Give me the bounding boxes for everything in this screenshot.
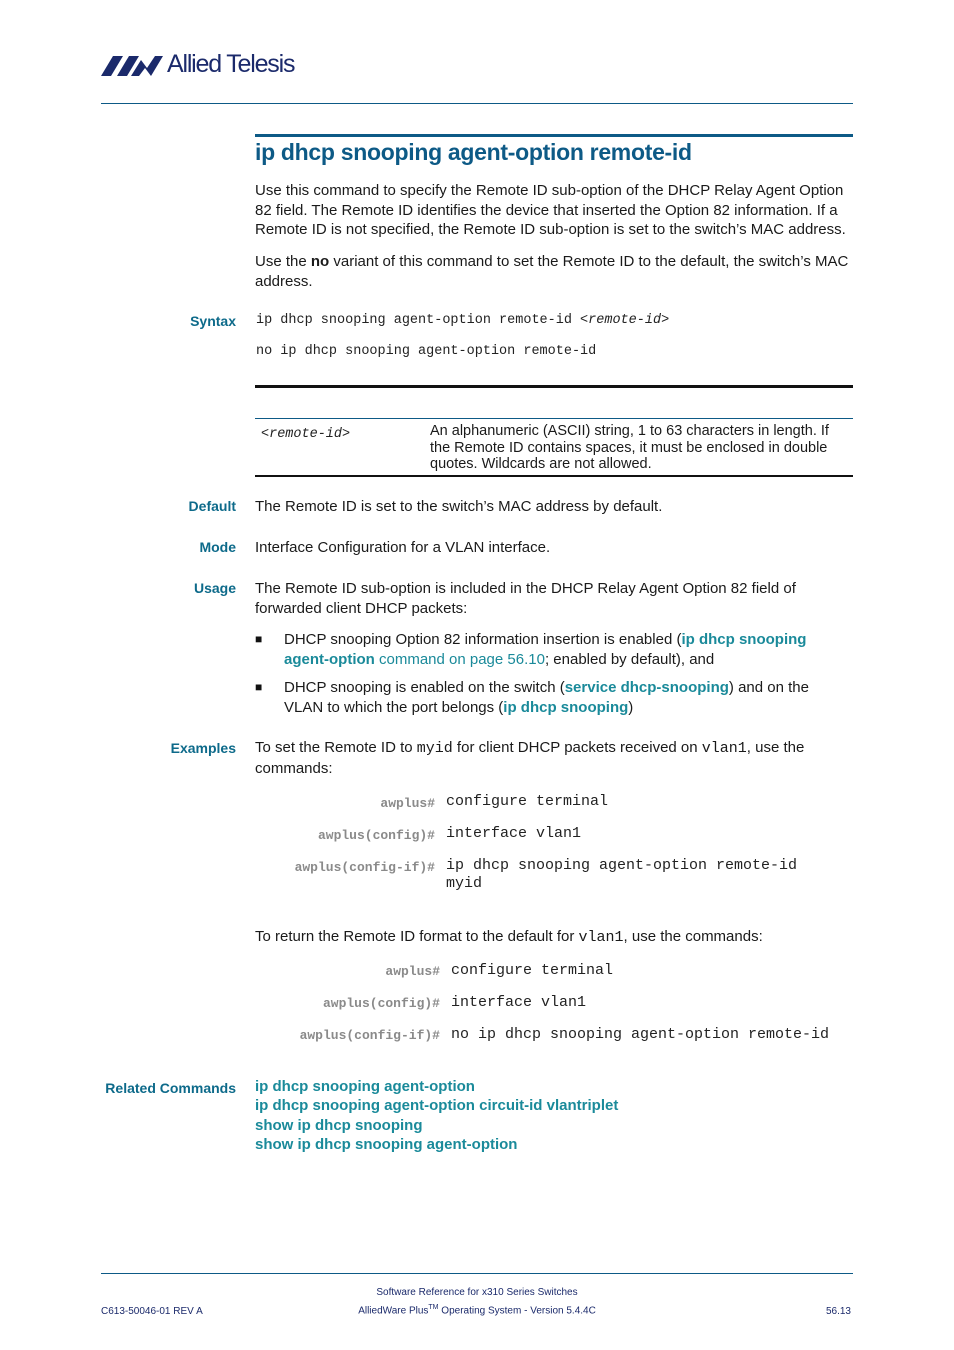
set2-prompt-3: awplus(config-if)# — [299, 1028, 440, 1043]
b2-post: ) — [628, 698, 634, 716]
e2-code-vlan1: vlan1 — [578, 929, 624, 946]
usage-label: Usage — [193, 580, 236, 596]
allied-telesis-mark-icon — [101, 52, 165, 78]
set2-cmd-2: interface vlan1 — [451, 994, 587, 1011]
set1-prompt-1: awplus# — [380, 796, 435, 811]
bullet-1-symbol: ■ — [255, 632, 263, 646]
set1-cmd-2: interface vlan1 — [446, 825, 582, 842]
related-link-2[interactable]: ip dhcp snooping agent-option circuit-id vlantriplet — [255, 1097, 619, 1114]
table-header-rule — [255, 418, 853, 419]
link-ip-dhcp-snooping-agent-option[interactable]: ip dhcp snooping agent-option — [284, 631, 807, 668]
footer-tm: TM — [428, 1304, 439, 1311]
b1-post: ; enabled by default), and — [544, 650, 715, 668]
set2-cmd-1: configure terminal — [451, 962, 614, 979]
usage-bullet-2 — [284, 678, 850, 717]
usage-text: The Remote ID sub-option is included in the DHCP Relay Agent Option 82 field of forwarded client DHCP packets: — [255, 580, 796, 617]
set1-cmd-1: configure terminal — [446, 793, 609, 810]
mode-label: Mode — [199, 539, 236, 555]
footer-title: Software Reference for x310 Series Switches — [376, 1287, 578, 1298]
title-rule — [255, 134, 853, 137]
bullet-2-symbol: ■ — [255, 680, 263, 694]
related-link-4[interactable]: show ip dhcp snooping agent-option — [255, 1136, 518, 1153]
table-bottom-rule — [255, 475, 853, 477]
header-rule — [101, 103, 853, 104]
e2-pre: To return the Remote ID format to the default for — [255, 928, 579, 945]
related-link-1[interactable]: ip dhcp snooping agent-option — [255, 1078, 475, 1095]
set2-prompt-1: awplus# — [385, 964, 440, 979]
e2-post: , use the commands: — [623, 928, 763, 945]
intro-p2-bold: no — [310, 253, 330, 270]
intro-p2-pre: Use the — [255, 253, 311, 270]
company-logo — [101, 50, 301, 80]
example-1-text — [255, 738, 853, 778]
default-label: Default — [188, 498, 236, 514]
footer-os-post: Operating System - Version 5.4.4C — [438, 1305, 596, 1317]
intro-p2-post: variant of this command to set the Remote ID to the default, the switch’s MAC address. — [255, 253, 849, 290]
b2-pre: DHCP snooping is enabled on the switch ( — [284, 679, 565, 696]
logo-text: Allied Telesis — [167, 50, 295, 78]
set2-cmd-3: no ip dhcp snooping agent-option remote-id — [451, 1026, 830, 1043]
e1-code-myid: myid — [416, 740, 453, 757]
link-ip-dhcp-snooping[interactable]: ip dhcp snooping — [503, 698, 629, 716]
set1-prompt-2: awplus(config)# — [317, 828, 435, 843]
set1-cmd-3-cont: myid — [446, 875, 483, 892]
syntax-label: Syntax — [190, 313, 236, 329]
intro-paragraph-1: Use this command to specify the Remote ID sub-option of the DHCP Relay Agent Option 82 field. The Remote ID identifies the device that inserted the Option 82 information. If a Remote ID is not specified, the Remote ID sub-option is set to the switch’s MAC address. — [255, 182, 846, 238]
e1-pre: To set the Remote ID to — [255, 739, 417, 756]
syntax-line-1 — [256, 313, 669, 328]
intro-paragraph-2 — [255, 252, 853, 291]
syntax-line1-param: remote-id — [588, 313, 662, 328]
syntax-line1-post: > — [661, 313, 670, 328]
param-name: <remote-id> — [261, 427, 351, 442]
b2-mid: ) and on the VLAN to which the port belongs ( — [284, 679, 809, 716]
e1-post: , use the commands: — [255, 739, 805, 777]
e1-code-vlan1: vlan1 — [701, 740, 747, 757]
syntax-line1-pre: ip dhcp snooping agent-option remote-id < — [256, 313, 589, 328]
e1-mid: for client DHCP packets received on — [452, 739, 702, 756]
page-title: ip dhcp snooping agent-option remote-id — [255, 139, 692, 165]
footer-doc-id: C613-50046-01 REV A — [101, 1306, 203, 1317]
set1-prompt-3: awplus(config-if)# — [294, 860, 435, 875]
param-description: An alphanumeric (ASCII) string, 1 to 63 characters in length. If the Remote ID contains spaces, it must be enclosed in double quotes. Wildcards are not allowed. — [430, 423, 829, 472]
related-commands-label: Related Commands — [105, 1080, 236, 1096]
usage-bullet-1 — [284, 630, 850, 669]
link-service-dhcp-snooping[interactable]: service dhcp-snooping — [564, 679, 729, 696]
link-page-ref[interactable]: command on page 56.10 — [374, 650, 545, 668]
mode-text: Interface Configuration for a VLAN interface. — [255, 539, 551, 556]
default-text: The Remote ID is set to the switch’s MAC address by default. — [255, 498, 663, 515]
syntax-line-2: no ip dhcp snooping agent-option remote-id — [256, 344, 597, 359]
set1-cmd-3: ip dhcp snooping agent-option remote-id — [446, 857, 798, 874]
related-link-3[interactable]: show ip dhcp snooping — [255, 1117, 423, 1134]
example-2-text — [255, 927, 853, 948]
set2-prompt-2: awplus(config)# — [322, 996, 440, 1011]
footer-page-number: 56.13 — [825, 1306, 851, 1317]
footer-rule — [101, 1273, 853, 1274]
table-top-rule — [255, 385, 853, 388]
footer-os-line — [277, 1304, 677, 1316]
examples-label: Examples — [170, 740, 236, 756]
footer-os-pre: AlliedWare Plus — [358, 1305, 429, 1317]
b1-pre: DHCP snooping Option 82 information insertion is enabled ( — [284, 631, 682, 648]
